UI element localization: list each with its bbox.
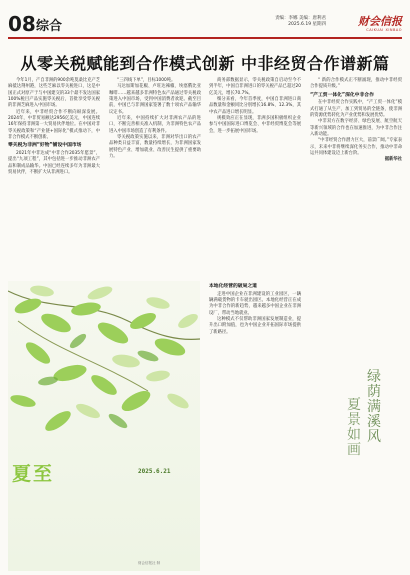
paragraph: 在中非经贸合作实践中，“产工贸一体化”模式打通了从生产、加工到贸易的全链条，使非洲的资源优势转化为产业优势和发展优势。 [310, 100, 402, 118]
poster-credit: 财会信报社 制 [138, 561, 161, 565]
editor-line: 责编：李娜 美编：唐利君 [275, 16, 326, 21]
header-meta [275, 16, 326, 28]
article-column-3 [209, 78, 301, 278]
paragraph: “中非经贸合作潜力巨大，前景广阔。”专家表示，未来中非将继续深化务实合作，推动中非命运共同体建设迈上新台阶。 [310, 138, 402, 157]
masthead-subtitle: CAIKUAI XINBAO [366, 28, 402, 32]
paragraph: 2021年中非达成“中非合作2035年愿景”，提出“九项工程”，其中包括进一步推动非洲农产品和制成品输华。中国已经连续多年为非洲最大贸易伙伴，不断扩大从非洲进口。 [8, 151, 100, 176]
paragraph: 细分来看，今年首季度，中国自非洲进口商品数量和金额同比分别增长16.8%、12.3%，其中农产品进口增长明显。 [209, 97, 301, 115]
date-line: 2025.6.19 星期四 [288, 22, 326, 27]
article-headline: 从零关税赋能到合作模式创新 中非经贸合作谱新篇 [20, 54, 390, 73]
page-number: 08 [8, 12, 36, 36]
page-header [0, 0, 410, 44]
source-byline: 据新华社 [384, 157, 402, 163]
paragraph: 走进中国企业在非洲建设的工业园区，一辆辆满载货物的卡车驶出园区。本地化经营正在成为中非合作的新趋势，越来越多中国企业在非洲设厂，带动当地就业。 [209, 291, 301, 316]
paragraph: 零关税政策实施以来，非洲对华出口的农产品种类日益丰富，数量持续增长，为非洲国家发展特色产业、增加就业、改善民生提供了重要助力。 [109, 135, 201, 160]
paragraph: 今年1月，产自非洲的900余吨莫桑比克产芝麻抵达荆州港，这些芝麻以零关税进口，这是中国正式对原产于与中国建交的33个最不发达国家100%税目产品实施零关税后，首批享受零关税的非洲芝麻进入中国市场。 [8, 78, 100, 109]
paragraph: 近年来，中非经贸合作不断向纵深发展。2024年，中非贸易额达2956亿美元，中国连续16年保持非洲第一大贸易伙伴地位。在中国对非零关税政策和“产业链+国际化”模式推动下，中非合作模式不断创新。 [8, 109, 100, 141]
subheading: “产工贸一体化”深化中非合作 [310, 92, 374, 98]
paragraph: 近年来，中国持续扩大对非洲农产品的进口，不断完善相关准入机制，为非洲特色农产品进入中国市场创造了有利条件。 [109, 116, 201, 134]
paragraph: 规模效应正在显现，非洲多国积极组织企业参与中国国际进口博览会、中非经贸博览会等展会，进一步拓展中国市场。 [209, 116, 301, 134]
verse-line-1: 绿荫满溪风 [367, 369, 381, 445]
article-column-2 [109, 78, 201, 278]
article-column-3-lower [209, 282, 301, 422]
article-column-1 [8, 78, 100, 278]
leaf-illustration [8, 281, 200, 571]
header-rule [8, 37, 402, 39]
masthead-logo: 财会信报 [358, 15, 402, 28]
paragraph: 商务部数据显示，零关税政策自启动至今不到半年，中国自非洲进口的零关税产品已超过20亿美元，增长70.7%。 [209, 78, 301, 96]
section-name: 综合 [36, 19, 63, 34]
paragraph: 中非双方在数字经济、绿色发展、航空航天等新兴领域的合作也在加速推进，为中非合作注入新动能。 [310, 119, 402, 137]
paragraph: “ 新的合作模式正不断涌现，推动中非经贸合作提质升级。” [310, 78, 402, 90]
paragraph: 马达加斯加花椒、卢旺达辣椒、埃塞俄比亚咖啡……越来越多非洲特色农产品通过零关税政策进入中国市场，受到中国消费者欢迎。截至目前，中国已与非洲国家签署了数十项农产品输华议定书。 [109, 84, 201, 115]
subheading: 零关税为非洲“好物”铺设中国市场 [8, 143, 82, 149]
solstice-date: 2025.6.21 [138, 468, 171, 475]
verse-line-2: 夏景如画 [347, 397, 361, 458]
summer-solstice-poster [8, 281, 200, 571]
paragraph: 这种模式不仅帮助非洲国家发展制造业，提升出口附加值，也为中国企业开拓国际市场提供了新路径。 [209, 316, 301, 335]
subheading: 本地化经营的破局之道 [209, 284, 257, 289]
solstice-title: 夏至 [12, 463, 55, 485]
article-column-4 [310, 78, 402, 328]
paragraph: “三四线下单”，目标1000吨。 [117, 78, 176, 83]
